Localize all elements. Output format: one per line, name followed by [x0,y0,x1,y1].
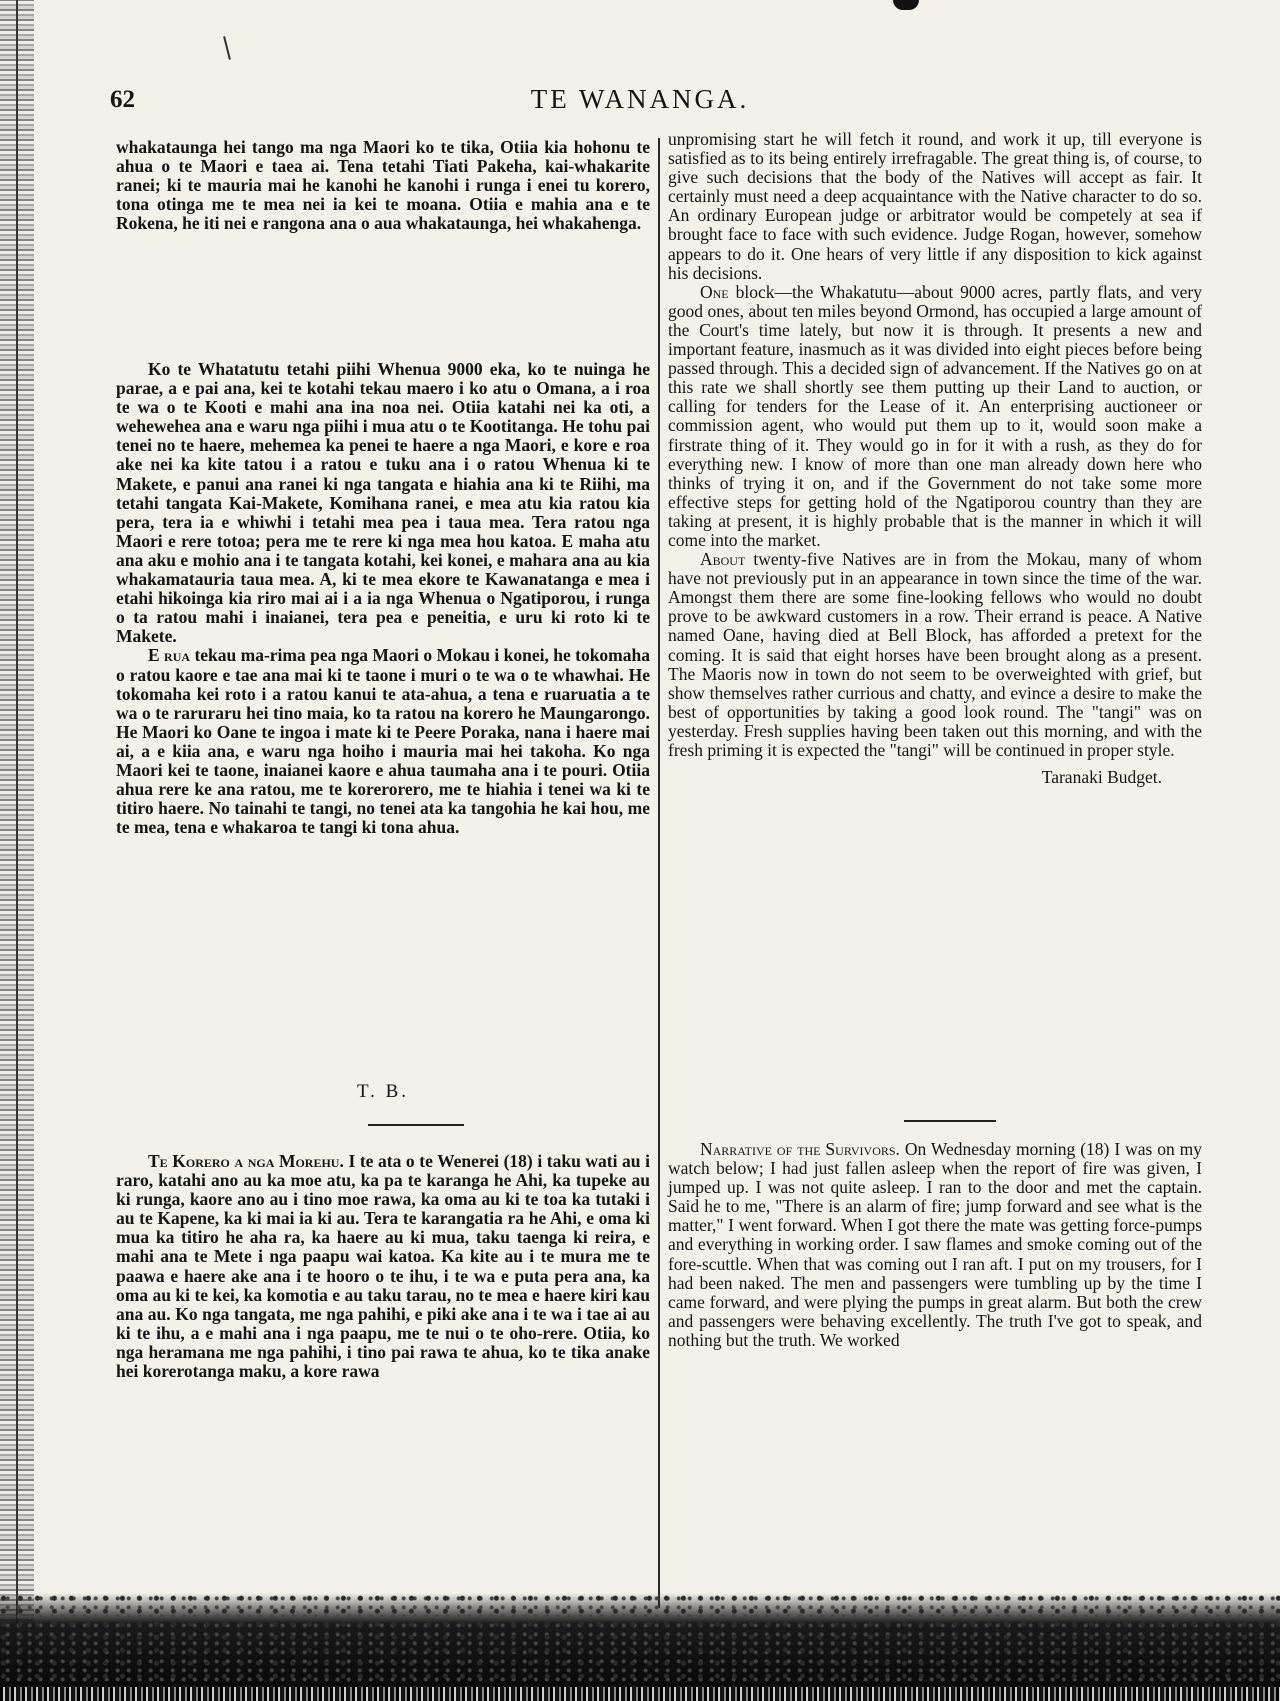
maori-signature: T. B. [356,1081,410,1102]
running-title: TE WANANGA. [530,84,750,114]
maori-mokau-paragraph [116,646,650,837]
english-intro-paragraph: unpromising start he will fetch it round, and work it up, till everyone is satisfied as to its being entirely irrefragable. The great thing is, of course, to give such decisions that the body of the Natives will accept as fair. It certainly must need a deep acquaintance with the Native character to do so. An ordinary European judge or arbitrator would be competely at sea if brought face to face with such evidence. Judge Rogan, however, somehow appears to do it. One hears of very little if any disposition to kick against his decisions. [668,129,1202,283]
english-block-lead: One [700,281,729,302]
column-rule [658,138,660,1608]
english-mokau-text: twenty-five Natives are in from the Mokau, many of whom have not previously put in an appearance in town since the time of the war. Amongst them there are some fine-looking fellows who would no doubt prove to be awkward customers in a row. Their errand is peace. A Native named Oane, having died at Bell Block, has afforded a pretext for the coming. It is said that eight horses have been brought along as a present. The Maoris now in town do not seem to be overweighted with grief, but show themselves rather currious and chatty, and evince a desire to make the best of opportunities by taking a good look round. The "tangi" was on yesterday. Fresh supplies having been taken out this morning, and with the fresh priming it is expected the "tangi" will be continued in proper style. [668,549,1202,760]
english-mokau-lead: About [700,549,746,570]
pen-mark [223,36,231,60]
maori-morehu-paragraph [116,1152,650,1381]
maori-whatatutu-paragraph: Ko te Whatatutu tetahi piihi Whenua 9000 eka, ko te nuinga he parae, a e pai ana, kei te kotahi tekau maero i ko atu o Omana, a i roa te wa o te Kooti e mahi ana ina noa nei. Otiia katahi nei ka oti, a wehewehea ana e waru nga piihi i mua atu o te Kootitanga. He tohu pai tenei no te haere, mehemea ka penei te haere a nga Maori, e kore e roa ake nei ka kite tatou i a ratou e tuku ana i o ratou Whenua ki te Makete, e panui ana ranei ki nga tangata e hiahia ana ki te Riihi, ma tetahi tangata Kai-Makete, Komihana ranei, e mea atu kia ratou kia pera, tera ia e whiwhi i tetahi mea pea i taua mea. Tera ratou nga Maori e rere totoa; pera me te rere ki nga mea hou katoa. E maha atu ana aku e mohio ana i te tangata kotahi, kei konei, e mahara ana au kia whakamatauria taua mea. A, ki te mea ekore te Kawanatanga e mea i etahi hikoinga kia riro mai ai i a ia nga Whenua o Ngatiporou, i runga o ta ratou mahi i inaianei, tera pea e peneitia, e uru ki roto ki te Makete. [116,359,650,647]
english-top-block [668,130,1202,787]
scan-binding-line [16,0,18,1701]
scan-bottom-band [0,1593,1280,1701]
english-mokau-paragraph [668,550,1202,760]
english-narrative-paragraph [668,1140,1202,1350]
scan-bottom-strip [0,1687,1280,1701]
maori-intro-paragraph: whakataunga hei tango ma nga Maori ko te tika, Otiia kia hohonu te ahua o te Maori e taea ai. Tena tetahi Tiati Pakeha, kai-whakarite ranei; ki te mauria mai he kanohi he kanohi i runga i enei tu korero, tona otinga me te mea nei ia kei te moana. Otiia e mahia ana e te Rokena, he iti nei e rangona ana o aua whakataunga, hei whakahenga. [116,137,650,234]
ink-blot [893,0,919,10]
english-block-paragraph [668,283,1202,550]
maori-morehu-block [116,1152,650,1381]
section-divider-left [368,1124,464,1126]
english-narrative-text: On Wednesday morning (18) I was on my watch below; I had just fallen asleep when the report of fire was given, I jumped up. I was not quite asleep. I ran to the door and met the captain. Said he to me, "There is an alarm of fire; jump forward and see what is the matter," I went forward. When I got there the mate was getting force-pumps and everything in working order. I saw flames and smoke coming out of the fore-scuttle. When that was coming out I ran aft. I put on my trousers, for I had been naked. The men and passengers were tumbling up by the time I came forward, and were plying the pumps in great alarm. But both the crew and passengers were behaving excellently. The truth I've got to speak, and nothing but the truth. We worked [668,1139,1203,1350]
page-number: 62 [110,86,135,113]
section-divider-right [904,1120,996,1122]
source-credit: Taranaki Budget. [1041,767,1162,788]
maori-morehu-lead: Te Korero a nga Morehu. [148,1151,344,1171]
maori-morehu-text: I te ata o te Wenerei (18) i taku wati au i raro, katahi ano au ka moe atu, ka pa te karanga he Ahi, ka tupeke au ki runga, kaore ano au i tino moe rawa, ka oma au ki te toa ka tutaki i au te Kapene, ka ki mai ia ki au. Tera te karangatia ra he Ahi, e oma ki mua ka titiro he aha ra, ka haere au ki mua, taku taenga ki reira, e mahi ana te Mete i nga paapu wai katoa. Ka kite au i te mura me te paawa e haere ake ana i te hooro o te ihu, i te wa e puta pera ana, ka oma au ki te kei, ka komotia e au taku tarau, no te mea e haere kiri kau ana au. Ko nga tangata, me nga pahihi, e piki ake ana i te wa i tae ai au ki te ihu, a e mahi ana i nga paapu, me te nui o te oho-rere. Otiia, ko nga heramana me nga pahihi, i tino pai rawa te ahua, ko te tika anake hei korerotanga maku, a kore rawa [116,1151,650,1382]
english-block-text: block—the Whakatutu—about 9000 acres, partly flats, and very good ones, about ten miles beyond Ormond, has occupied a large amount of the Court's time lately, but now it is through. It presents a new and important feature, inasmuch as it was divided into eight pieces before being passed through. This a decided sign of advancement. If the Natives go on at this rate we shall shortly see them putting up their Land to auction, or calling for tenders for the Lease of it. An enterprising auctioneer or commission agent, who would put them up to it, would soon make a firstrate thing of it. They would go in for it with a rush, as they do for everything new. I know of more than one man already down here who thinks of trying it on, and if the Government do not take some more effective steps for getting hold of the Ngatiporou country than they are taking at present, it is highly probable that is the manner in which it will come into the market. [668,281,1202,550]
english-narrative-lead: Narrative of the Survivors. [700,1139,900,1159]
maori-mokau-lead: E rua [148,645,191,666]
maori-intro-block [116,138,650,233]
maori-mokau-text: tekau ma-rima pea nga Maori o Mokau i konei, he tokomaha o ratou kaore e tae ana mai ki te taone i muri o te wa o te whawhai. He tokomaha kei roto i a ratou kanui te ata-ahua, a tena e ruaruatia a te wa o te raruraru hei tino maia, ko ta ratou na korero he Maungarongo. He Maori ko Oane te ingoa i mate ki te Peere Poraka, nana i haere mai ai, a e kiia ana, e waru nga hoiho i mauria mai hei takoha. Ko nga Maori kei te taone, inaianei kaore e ahua taumaha ana i te pouri. Otiia ahua rere ke ana ratou, me te korerorero, me te hiahia i tenei wa ki te titiro haere. No tainahi te tangi, no tenei ata ka tangohia he kai hou, me te mea, tena e whakaroa te tangi ki tona ahua. [116,645,650,838]
english-narrative-block [668,1140,1202,1350]
maori-signature-block [116,1082,650,1101]
maori-whatatutu-block [116,360,650,837]
